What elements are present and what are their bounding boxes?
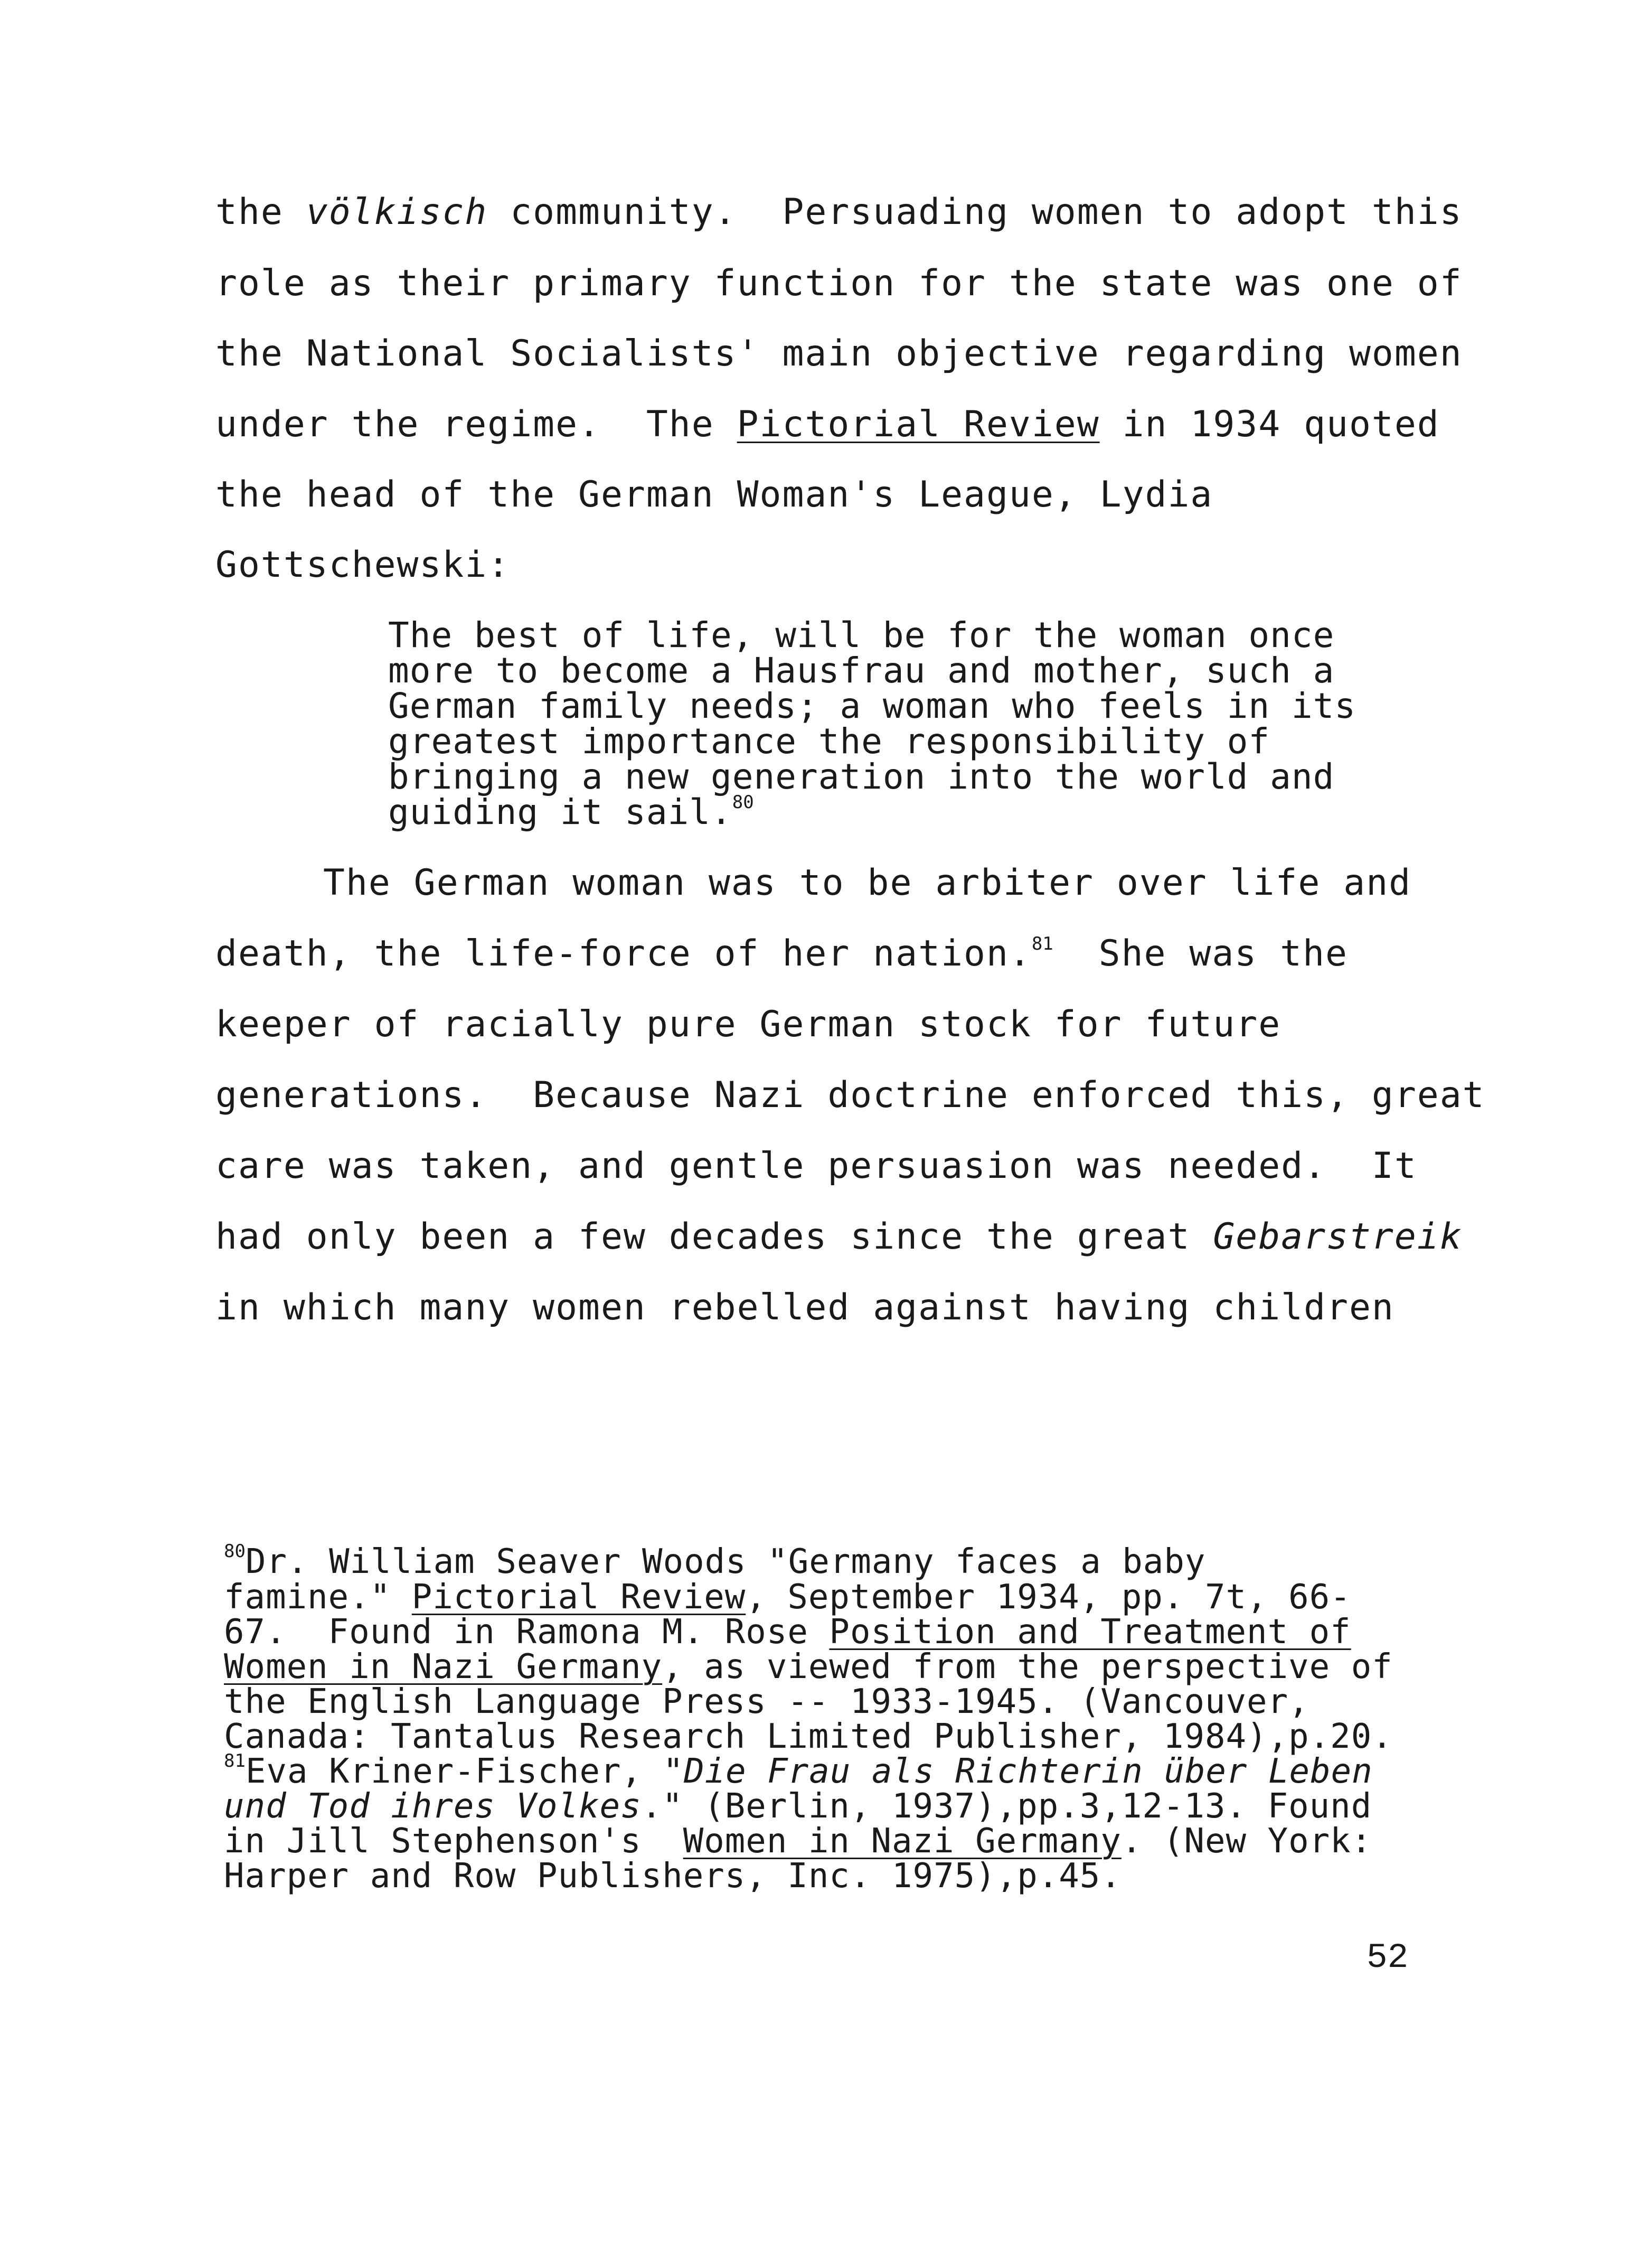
footnote-81-line (224, 1787, 1372, 1826)
quote-line (388, 792, 754, 832)
footnote-ref: 81 (1031, 933, 1053, 954)
text-run: guiding it sail. (388, 792, 732, 832)
italic-term: völkisch (306, 191, 488, 233)
footnote-80-line (224, 1613, 1351, 1652)
footnote-80-line (224, 1647, 1393, 1686)
italic-title: Die Frau als Richterin über Leben (684, 1752, 1373, 1791)
underlined-title: Pictorial Review (737, 404, 1100, 445)
quote-line: German family needs; a woman who feels in its (388, 686, 1356, 726)
footnote-80-line (224, 1541, 1206, 1581)
footnote-marker: 80 (224, 1541, 246, 1562)
footnote-81-line (224, 1750, 1373, 1791)
body-line (215, 933, 1348, 974)
text-run: , as viewed from the perspective of (662, 1647, 1393, 1686)
text-run: 67. Found in Ramona M. Rose (224, 1613, 830, 1652)
italic-term: Gebarstreik (1213, 1216, 1463, 1258)
body-line: the National Socialists' main objective regarding women (215, 333, 1463, 374)
underlined-title: Women in Nazi Germany (224, 1647, 663, 1686)
text-run: Eva Kriner-Fischer, " (245, 1752, 684, 1791)
quote-line: greatest importance the responsibility of (388, 721, 1270, 762)
footnote-80-line: Canada: Tantalus Research Limited Publisher, 1984),p.20. (224, 1717, 1393, 1756)
italic-title: und Tod ihres Volkes (224, 1787, 642, 1826)
page-number: 52 (1367, 1938, 1409, 1978)
footnote-ref: 80 (732, 792, 754, 813)
body-line: care was taken, and gentle persuasion was needed. It (215, 1145, 1417, 1187)
quote-line: The best of life, will be for the woman once (388, 615, 1335, 655)
footnote-81-line: Harper and Row Publishers, Inc. 1975),p.45. (224, 1857, 1122, 1896)
body-line (215, 1216, 1463, 1258)
footnote-80-line (224, 1578, 1351, 1617)
body-line: role as their primary function for the state was one of (215, 263, 1463, 304)
text-run: under the regime. The (215, 404, 737, 445)
text-run: , September 1934, pp. 7t, 66- (746, 1578, 1351, 1617)
body-line (215, 191, 1463, 233)
text-run: community. Persuading women to adopt this (487, 191, 1463, 233)
underlined-title: Position and Treatment of (829, 1613, 1351, 1652)
underlined-title: Women in Nazi Germany (683, 1822, 1122, 1861)
text-run: death, the life-force of her nation. (215, 933, 1032, 974)
body-line: The German woman was to be arbiter over life and (323, 862, 1412, 904)
text-run: . (New York: (1121, 1822, 1372, 1861)
text-run: the (215, 191, 306, 233)
text-run: ." (Berlin, 1937),pp.3,12-13. Found (641, 1787, 1372, 1826)
text-run: in Jill Stephenson's (224, 1822, 683, 1861)
footnote-81-line (224, 1822, 1372, 1861)
text-run: Dr. William Seaver Woods "Germany faces a baby (245, 1542, 1206, 1581)
footnote-80-line: the English Language Press -- 1933-1945. (Vancouver, (224, 1682, 1309, 1721)
body-line: in which many women rebelled against having children (215, 1287, 1395, 1328)
quote-line: more to become a Hausfrau and mother, such a (388, 650, 1335, 691)
body-line (215, 404, 1440, 445)
body-line: the head of the German Woman's League, Lydia (215, 474, 1213, 516)
text-run: famine." (224, 1578, 412, 1617)
body-line: Gottschewski: (215, 544, 511, 586)
text-run: in 1934 quoted (1099, 404, 1440, 445)
underlined-title: Pictorial Review (411, 1578, 746, 1617)
footnote-marker: 81 (224, 1750, 246, 1772)
body-line: generations. Because Nazi doctrine enforced this, great (215, 1074, 1485, 1116)
body-line: keeper of racially pure German stock for future (215, 1004, 1282, 1045)
text-run: had only been a few decades since the great (215, 1216, 1213, 1258)
quote-line: bringing a new generation into the world and (388, 756, 1335, 797)
text-run: She was the (1053, 933, 1348, 974)
